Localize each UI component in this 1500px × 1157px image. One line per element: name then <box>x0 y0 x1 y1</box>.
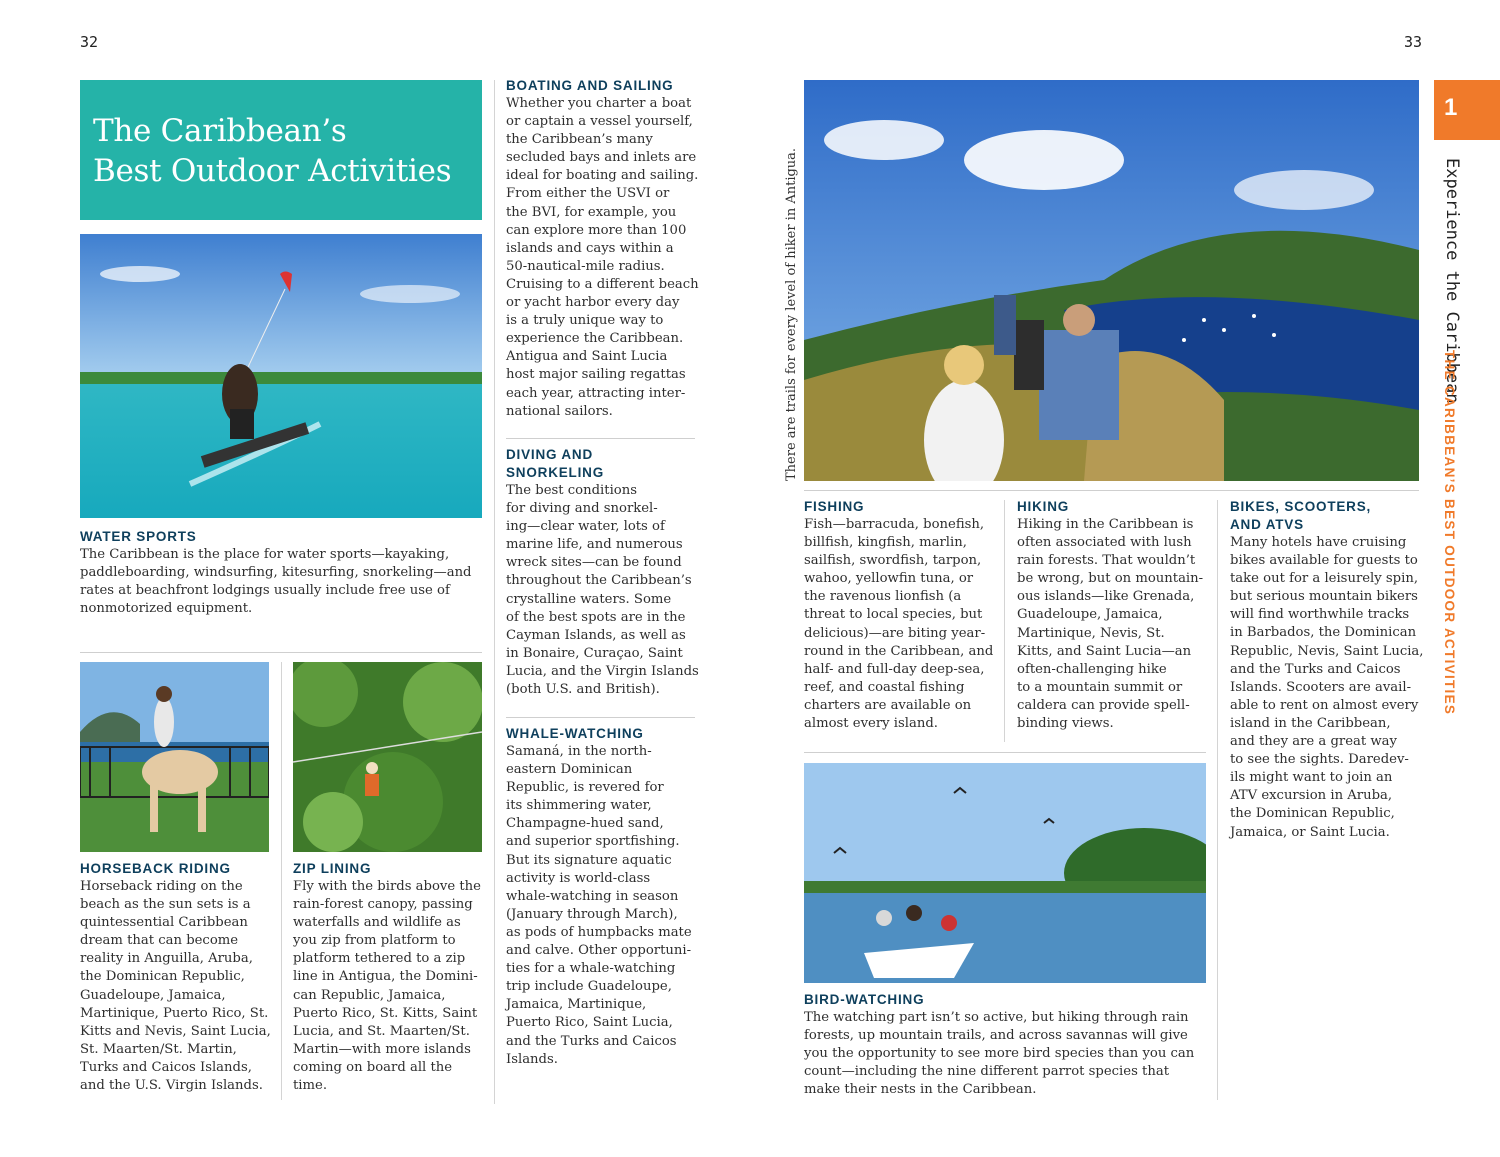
section-running-head: THE CARIBBEAN’S BEST OUTDOOR ACTIVITIES <box>1442 350 1457 716</box>
text-line: The Caribbean is the place for water sports—kayaking, <box>80 547 450 562</box>
text-line: reef, and coastal fishing <box>804 679 965 695</box>
section-diving-snorkeling <box>506 446 706 699</box>
text-line: national sailors. <box>506 403 613 419</box>
text-line: eastern Dominican <box>506 762 633 778</box>
text-line: Guadeloupe, Jamaica, <box>80 987 226 1003</box>
text-line: (January through March), <box>506 906 678 922</box>
text-line: St. Maarten/St. Martin, <box>80 1041 237 1057</box>
divider <box>80 652 482 653</box>
text-line: able to rent on almost every <box>1230 697 1419 713</box>
text-line: host major sailing regattas <box>506 367 686 383</box>
text-line: billfish, kingfish, marlin, <box>804 535 967 551</box>
text-line: Puerto Rico, Saint Lucia, <box>506 1015 673 1031</box>
text-line: Kitts and Nevis, Saint Lucia, <box>80 1023 271 1039</box>
text-line: From either the USVI or <box>506 186 670 202</box>
text-line: Lucia, and the Virgin Islands <box>506 663 699 679</box>
text-line: Antigua and Saint Lucia <box>506 349 668 365</box>
text-line: crystalline waters. Some <box>506 591 672 607</box>
boating-heading: BOATING AND SAILING <box>506 78 674 93</box>
text-line: or yacht harbor every day <box>506 295 680 311</box>
text-line: Many hotels have cruising <box>1230 535 1407 550</box>
text-line: Puerto Rico, St. Kitts, Saint <box>293 1005 478 1021</box>
text-line: rain-forest canopy, passing <box>293 897 473 913</box>
section-zip-lining <box>293 860 488 1095</box>
chapter-tab <box>1434 80 1500 140</box>
divider <box>1004 500 1005 742</box>
text-line: ATV excursion in Aruba, <box>1230 788 1393 804</box>
divider <box>1217 500 1218 1100</box>
text-line: marine life, and numerous <box>506 537 683 553</box>
text-line: each year, attracting inter- <box>506 385 686 401</box>
text-line: wreck sites—can be found <box>506 555 682 571</box>
text-line: as pods of humpbacks mate <box>506 924 692 940</box>
text-line: the BVI, for example, you <box>506 204 677 220</box>
title-line-2: Best Outdoor Activities <box>93 153 452 189</box>
text-line: Fly with the birds above the <box>293 879 481 894</box>
text-line: make their nests in the Caribbean. <box>804 1082 1037 1098</box>
text-line: often-challenging hike <box>1017 661 1167 677</box>
text-line: Martin—with more islands <box>293 1041 471 1057</box>
text-line: charters are available on <box>804 697 972 713</box>
text-line: trip include Guadeloupe, <box>506 979 672 995</box>
text-line: Lucia, and St. Maarten/St. <box>293 1023 470 1039</box>
text-line: and the Turks and Caicos <box>506 1033 677 1049</box>
text-line: coming on board all the <box>293 1059 453 1075</box>
text-line: in Barbados, the Dominican <box>1230 625 1417 641</box>
text-line: Jamaica, or Saint Lucia. <box>1230 824 1390 840</box>
text-line: The watching part isn’t so active, but hiking through rain <box>804 1010 1189 1025</box>
section-hiking <box>1017 498 1215 733</box>
text-line: to see the sights. Daredev- <box>1230 752 1409 768</box>
text-line: Islands. <box>506 1051 558 1067</box>
divider <box>494 80 495 1104</box>
text-line: the Dominican Republic, <box>80 969 245 985</box>
section-horseback-riding <box>80 860 280 1095</box>
text-line: and they are a great way <box>1230 734 1397 750</box>
text-line: reality in Anguilla, Aruba, <box>80 951 253 967</box>
text-line: or captain a vessel yourself, <box>506 114 693 130</box>
text-line: you zip from platform to <box>293 933 456 949</box>
text-line: Champagne-hued sand, <box>506 816 664 832</box>
text-line: and the U.S. Virgin Islands. <box>80 1078 263 1094</box>
chapter-number: 1 <box>1444 94 1458 121</box>
text-line: round in the Caribbean, and <box>804 643 994 659</box>
text-line: caldera can provide spell- <box>1017 697 1190 713</box>
text-line: beach as the sun sets is a <box>80 897 251 913</box>
text-line: rain forests. That wouldn’t <box>1017 553 1196 569</box>
text-line: The best conditions <box>506 483 637 498</box>
text-line: ing—clear water, lots of <box>506 519 665 535</box>
text-line: count—including the nine different parrot species that <box>804 1064 1169 1080</box>
text-line: Martinique, Puerto Rico, St. <box>80 1005 269 1021</box>
text-line: platform tethered to a zip <box>293 951 466 967</box>
text-line: bikes available for guests to <box>1230 553 1418 569</box>
text-line: Republic, is revered for <box>506 780 664 796</box>
text-line: Samaná, in the north- <box>506 744 652 759</box>
text-line: the Caribbean’s many <box>506 132 653 148</box>
text-line: the ravenous lionfish (a <box>804 589 962 605</box>
text-line: sailfish, swordfish, tarpon, <box>804 553 982 569</box>
chapter-name: Experience the Caribbean <box>1442 158 1462 404</box>
fishing-heading: FISHING <box>804 499 865 514</box>
divider <box>281 662 282 1100</box>
text-line: is a truly unique way to <box>506 313 664 329</box>
section-bird-watching <box>804 991 1214 1099</box>
text-line: dream that can become <box>80 933 239 949</box>
text-line: can Republic, Jamaica, <box>293 987 446 1003</box>
page-number-right: 33 <box>1404 33 1423 51</box>
section-water-sports <box>80 528 482 618</box>
text-line: But its signature aquatic <box>506 852 672 868</box>
text-line: line in Antigua, the Domini- <box>293 969 478 985</box>
text-line: time. <box>293 1078 328 1094</box>
text-line: Islands. Scooters are avail- <box>1230 679 1412 695</box>
text-line: Cayman Islands, as well as <box>506 627 686 643</box>
text-line: forests, up mountain trails, and across savannas will give <box>804 1028 1188 1044</box>
title-line-1: The Caribbean’s <box>93 113 347 149</box>
zip-lining-photo <box>293 662 482 852</box>
diving-heading: DIVING AND SNORKELING <box>506 447 605 480</box>
text-line: in Bonaire, Curaçao, Saint <box>506 645 683 661</box>
text-line: Hiking in the Caribbean is <box>1017 517 1194 532</box>
text-line: its shimmering water, <box>506 798 652 814</box>
text-line: throughout the Caribbean’s <box>506 573 692 589</box>
text-line: and the Turks and Caicos <box>1230 661 1401 677</box>
text-line: secluded bays and inlets are <box>506 150 697 166</box>
text-line: Republic, Nevis, Saint Lucia, <box>1230 643 1424 659</box>
antigua-hikers-photo <box>804 80 1419 481</box>
divider <box>506 717 695 718</box>
text-line: Guadeloupe, Jamaica, <box>1017 607 1163 623</box>
divider <box>506 438 695 439</box>
text-line: to a mountain summit or <box>1017 679 1183 695</box>
text-line: you the opportunity to see more bird species than you can <box>804 1046 1195 1062</box>
kitesurfing-photo <box>80 234 482 518</box>
text-line: whale-watching in season <box>506 888 679 904</box>
section-whale-watching <box>506 725 706 1069</box>
text-line: threat to local species, but <box>804 607 983 623</box>
page-number-left: 32 <box>80 33 99 51</box>
horseback-photo <box>80 662 269 852</box>
photo-caption: There are trails for every level of hiker in Antigua. <box>784 147 799 481</box>
horseback-heading: HORSEBACK RIDING <box>80 861 231 876</box>
text-line: will find worthwhile tracks <box>1230 607 1410 623</box>
section-fishing <box>804 498 1002 733</box>
text-line: often associated with lush <box>1017 535 1192 551</box>
text-line: delicious)—are biting year- <box>804 625 986 641</box>
text-line: be wrong, but on mountain- <box>1017 571 1204 587</box>
text-line: can explore more than 100 <box>506 222 687 238</box>
text-line: wahoo, yellowfin tuna, or <box>804 571 974 587</box>
text-line: almost every island. <box>804 716 938 732</box>
text-line: take out for a leisurely spin, <box>1230 571 1419 587</box>
text-line: paddleboarding, windsurfing, kitesurfing, snorkeling—and <box>80 565 472 581</box>
water-sports-heading: WATER SPORTS <box>80 529 197 544</box>
text-line: Cruising to a different beach <box>506 276 699 292</box>
text-line: and superior sportfishing. <box>506 834 680 850</box>
text-line: Martinique, Nevis, St. <box>1017 625 1165 641</box>
text-line: 50-nautical-mile radius. <box>506 258 665 274</box>
text-line: ties for a whale-watching <box>506 961 676 977</box>
text-line: activity is world-class <box>506 870 651 886</box>
text-line: the Dominican Republic, <box>1230 806 1395 822</box>
section-bikes-scooters-atvs <box>1230 498 1425 842</box>
text-line: half- and full-day deep-sea, <box>804 661 985 677</box>
text-line: Fish—barracuda, bonefish, <box>804 517 985 532</box>
text-line: of the best spots are in the <box>506 609 686 625</box>
text-line: ous islands—like Grenada, <box>1017 589 1195 605</box>
divider <box>804 752 1206 753</box>
text-line: and calve. Other opportuni- <box>506 943 692 959</box>
text-line: binding views. <box>1017 716 1114 732</box>
text-line: ils might want to join an <box>1230 770 1393 786</box>
text-line: but serious mountain bikers <box>1230 589 1418 605</box>
text-line: islands and cays within a <box>506 240 674 256</box>
text-line: Whether you charter a boat <box>506 96 692 111</box>
text-line: Jamaica, Martinique, <box>506 997 647 1013</box>
text-line: rates at beachfront lodgings usually include free use of <box>80 583 450 599</box>
text-line: Kitts, and Saint Lucia—an <box>1017 643 1192 659</box>
bird-watching-photo <box>804 763 1206 983</box>
text-line: island in the Caribbean, <box>1230 715 1391 731</box>
zip-lining-heading: ZIP LINING <box>293 861 372 876</box>
divider <box>804 490 1419 491</box>
text-line: ideal for boating and sailing. <box>506 168 699 184</box>
text-line: quintessential Caribbean <box>80 915 248 931</box>
text-line: (both U.S. and British). <box>506 682 660 698</box>
bird-watching-heading: BIRD-WATCHING <box>804 992 925 1007</box>
page-title <box>80 80 482 220</box>
text-line: Turks and Caicos Islands, <box>80 1059 252 1075</box>
hiking-heading: HIKING <box>1017 499 1070 514</box>
text-line: for diving and snorkel- <box>506 501 658 517</box>
text-line: experience the Caribbean. <box>506 331 684 347</box>
text-line: nonmotorized equipment. <box>80 601 253 617</box>
whale-heading: WHALE-WATCHING <box>506 726 644 741</box>
text-line: Horseback riding on the <box>80 879 243 894</box>
bikes-heading: BIKES, SCOOTERS, AND ATVS <box>1230 499 1372 532</box>
section-boating-sailing <box>506 77 706 421</box>
text-line: waterfalls and wildlife as <box>293 915 461 931</box>
